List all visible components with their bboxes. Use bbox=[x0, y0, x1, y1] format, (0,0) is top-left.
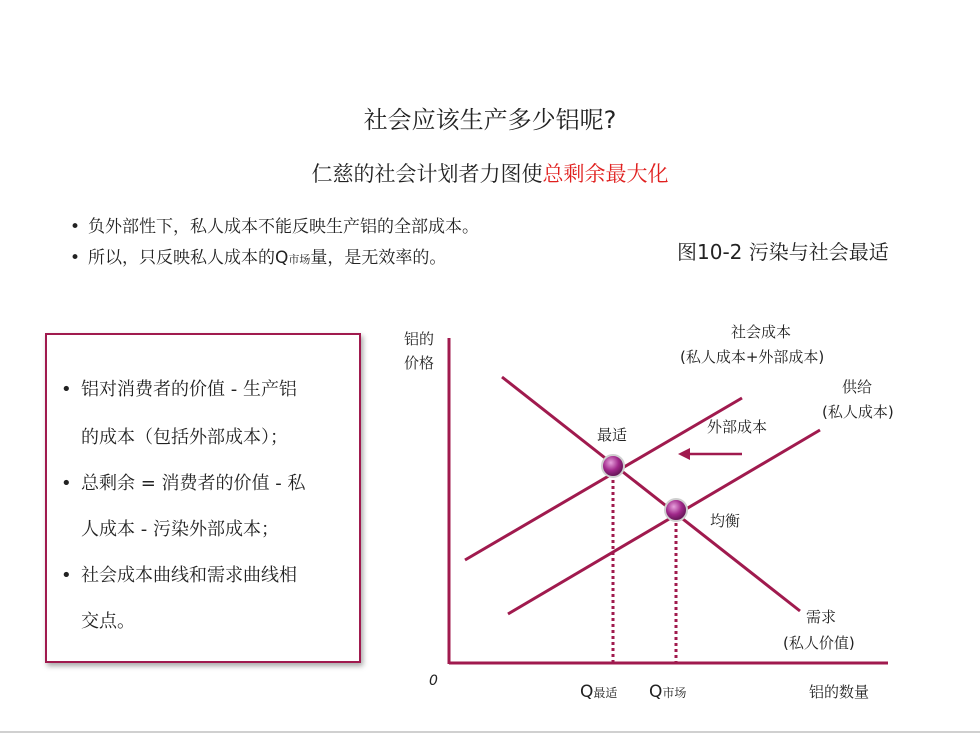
x-tick-label bbox=[649, 682, 686, 702]
box-item-line1: 总剩余 = 消费者的价值 - 私 bbox=[81, 473, 306, 494]
optimum-point bbox=[602, 455, 624, 477]
x-tick-main: Q bbox=[649, 682, 663, 702]
box-item-line1: 铝对消费者的价值 - 生产铝 bbox=[81, 379, 297, 400]
origin-label: 0 bbox=[429, 673, 438, 689]
x-tick-sub: 最适 bbox=[593, 686, 618, 700]
bullet-dot: • bbox=[70, 248, 81, 268]
box-item-line1: 社会成本曲线和需求曲线相 bbox=[81, 565, 297, 586]
demand-curve bbox=[502, 377, 800, 611]
subtitle-prefix: 仁慈的社会计划者力图使 bbox=[311, 162, 543, 186]
bullet-text: 负外部性下，私人成本不能反映生产铝的全部成本。 bbox=[88, 217, 479, 237]
bullet-dot: • bbox=[70, 217, 81, 237]
series-sublabel: (私人成本) bbox=[822, 403, 894, 421]
series-label: 需求 bbox=[806, 608, 837, 626]
x-axis-label: 铝的数量 bbox=[809, 683, 870, 701]
series-sublabel: (私人价值) bbox=[783, 634, 855, 652]
series-sublabel: (私人成本+外部成本) bbox=[680, 348, 825, 366]
x-tick-label bbox=[580, 682, 617, 702]
series-label: 社会成本 bbox=[731, 323, 792, 341]
bullet-dot: • bbox=[61, 473, 72, 494]
x-tick-main: Q bbox=[580, 682, 594, 702]
bullet-text: 所以，只反映私人成本的Q bbox=[88, 248, 289, 268]
box-item-line2: 交点。 bbox=[81, 611, 135, 632]
point-label: 均衡 bbox=[710, 512, 741, 530]
footer-divider bbox=[0, 731, 980, 733]
x-tick-sub: 市场 bbox=[662, 686, 687, 700]
slide-title: 社会应该生产多少铝呢? bbox=[363, 106, 617, 134]
subtitle-highlight: 总剩余最大化 bbox=[542, 162, 669, 186]
supply-curve bbox=[508, 430, 820, 614]
figure-title: 图10-2 污染与社会最适 bbox=[677, 240, 889, 264]
series-label: 供给 bbox=[842, 378, 873, 396]
arrow-label: 外部成本 bbox=[707, 418, 768, 436]
bullet-text: 量，是无效率的。 bbox=[310, 248, 447, 268]
box-item-line2: 的成本（包括外部成本）； bbox=[81, 427, 288, 448]
bullet-dot: • bbox=[61, 565, 72, 586]
bullet-dot: • bbox=[61, 379, 72, 400]
social-cost-curve bbox=[465, 398, 742, 560]
point-label: 最适 bbox=[597, 426, 628, 444]
bullet-subscript: 市场 bbox=[288, 253, 311, 266]
box-item-line2: 人成本 - 污染外部成本； bbox=[81, 519, 279, 540]
y-axis-label-line2: 价格 bbox=[404, 354, 435, 372]
y-axis-label-line1: 铝的 bbox=[404, 330, 435, 348]
arrow-head bbox=[678, 448, 690, 460]
equilibrium-point bbox=[665, 499, 687, 521]
